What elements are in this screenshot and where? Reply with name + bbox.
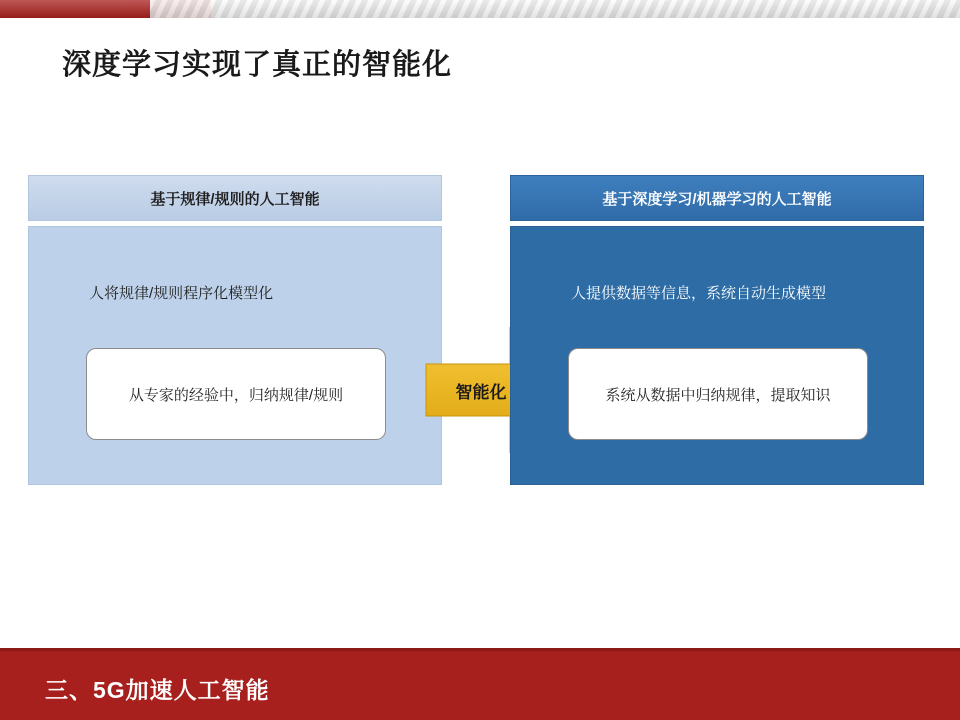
right-panel-header <box>510 175 924 221</box>
left-panel-header <box>28 175 442 221</box>
footer-section-label: 三、5G加速人工智能 <box>45 677 270 703</box>
left-panel-body <box>28 226 442 485</box>
page-title: 深度学习实现了真正的智能化 <box>62 49 453 81</box>
band-shading <box>0 0 960 18</box>
right-panel-card-label: 系统从数据中归纳规律，提取知识 <box>605 386 831 404</box>
left-panel-card <box>86 348 386 440</box>
left-panel-header-label: 基于规律/规则的人工智能 <box>150 190 320 208</box>
right-panel-card <box>568 348 868 440</box>
footer-top-line <box>0 648 960 651</box>
left-panel-card-label: 从专家的经验中，归纳规律/规则 <box>128 386 344 404</box>
right-panel-body <box>510 226 924 485</box>
arrow-label: 智能化 <box>455 383 507 402</box>
top-decoration-band <box>0 0 960 18</box>
right-panel-body-text: 人提供数据等信息，系统自动生成模型 <box>571 285 827 302</box>
left-panel-body-text: 人将规律/规则程序化模型化 <box>89 285 274 302</box>
right-panel-header-label: 基于深度学习/机器学习的人工智能 <box>602 190 832 208</box>
